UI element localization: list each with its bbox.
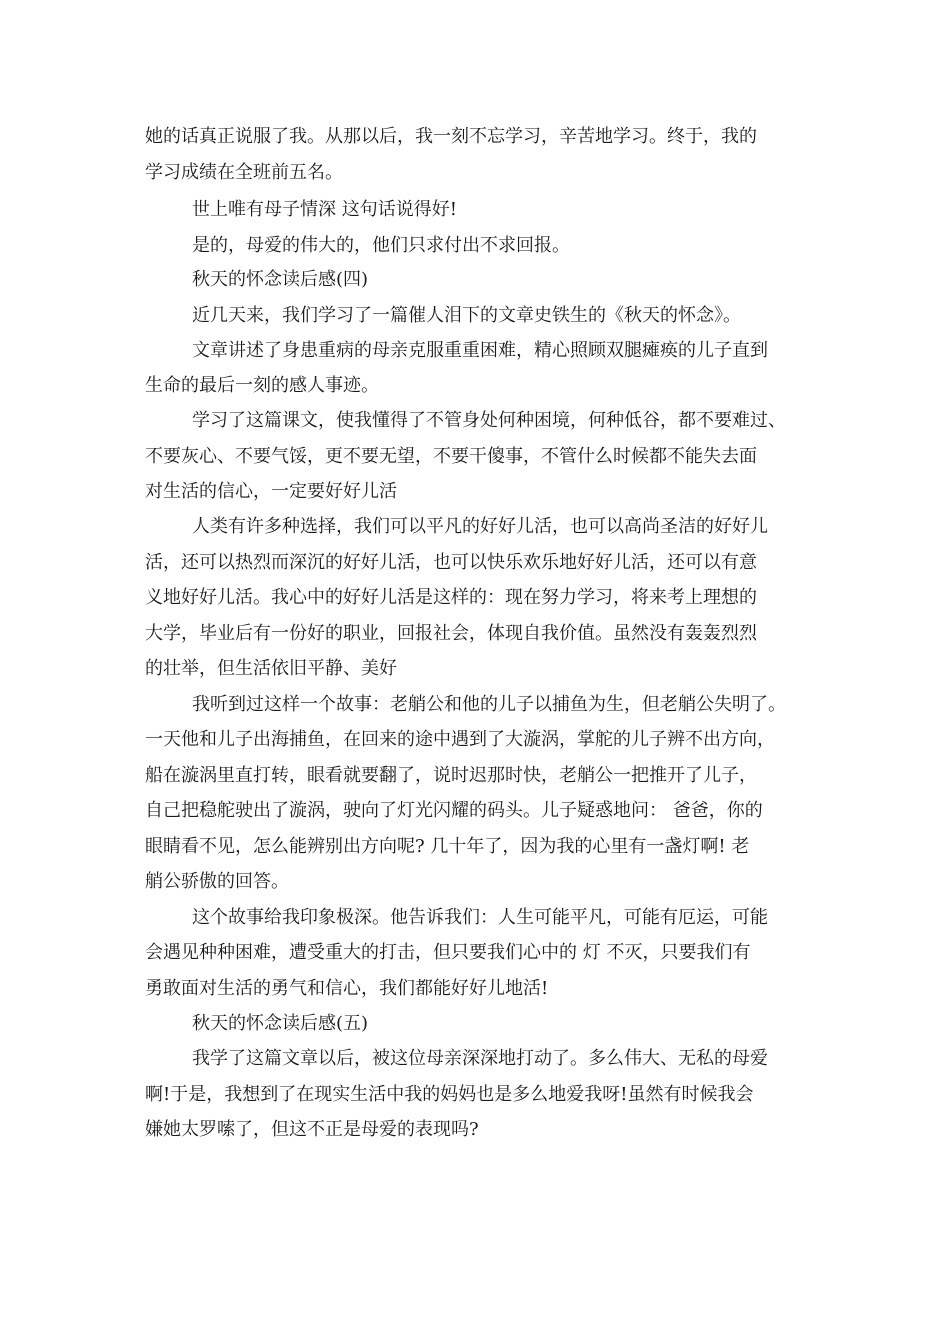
text-line: 啊!于是，我想到了在现实生活中我的妈妈也是多么地爱我呀!虽然有时候我会 bbox=[145, 1084, 754, 1105]
text-line: 勇敢面对生活的勇气和信心，我们都能好好儿地活! bbox=[145, 978, 549, 999]
section-heading: 秋天的怀念读后感(四) bbox=[192, 269, 369, 290]
text-line: 活，还可以热烈而深沉的好好儿活，也可以快乐欢乐地好好儿活，还可以有意 bbox=[145, 552, 757, 573]
text-line: 眼睛看不见，怎么能辨别出方向呢? 几十年了，因为我的心里有一盏灯啊! 老 bbox=[145, 836, 750, 857]
text-line: 船在漩涡里直打转，眼看就要翻了，说时迟那时快，老艄公一把推开了儿子， bbox=[145, 765, 757, 786]
text-line: 文章讲述了身患重病的母亲克服重重困难，精心照顾双腿瘫痪的儿子直到 bbox=[192, 340, 768, 361]
text-line: 学习了这篇课文，使我懂得了不管身处何种困境，何种低谷，都不要难过、 bbox=[192, 410, 786, 431]
text-line: 会遇见种种困难，遭受重大的打击，但只要我们心中的 灯 不灭，只要我们有 bbox=[145, 942, 751, 963]
text-line: 世上唯有母子情深 这句话说得好! bbox=[192, 199, 457, 220]
text-line: 人类有许多种选择，我们可以平凡的好好儿活，也可以高尚圣洁的好好儿 bbox=[192, 516, 768, 537]
text-line: 的壮举，但生活依旧平静、美好 bbox=[145, 658, 397, 679]
text-line: 对生活的信心，一定要好好儿活 bbox=[145, 481, 397, 502]
text-line: 义地好好儿活。我心中的好好儿活是这样的：现在努力学习，将来考上理想的 bbox=[145, 587, 757, 608]
text-line: 近几天来，我们学习了一篇催人泪下的文章史铁生的《秋天的怀念》。 bbox=[192, 305, 741, 326]
text-line: 这个故事给我印象极深。他告诉我们：人生可能平凡，可能有厄运，可能 bbox=[192, 907, 768, 928]
text-line: 我学了这篇文章以后，被这位母亲深深地打动了。多么伟大、无私的母爱 bbox=[192, 1048, 768, 1069]
text-line: 自己把稳舵驶出了漩涡，驶向了灯光闪耀的码头。儿子疑惑地问： 爸爸，你的 bbox=[145, 800, 763, 821]
text-line: 生命的最后一刻的感人事迹。 bbox=[145, 375, 379, 396]
text-line: 一天他和儿子出海捕鱼，在回来的途中遇到了大漩涡，掌舵的儿子辨不出方向， bbox=[145, 729, 775, 750]
text-line: 艄公骄傲的回答。 bbox=[145, 871, 289, 892]
text-line: 是的，母爱的伟大的，他们只求付出不求回报。 bbox=[192, 235, 570, 256]
text-line: 嫌她太罗嗦了，但这不正是母爱的表现吗? bbox=[145, 1119, 479, 1140]
text-line: 她的话真正说服了我。从那以后，我一刻不忘学习，辛苦地学习。终于，我的 bbox=[145, 126, 757, 147]
text-line: 不要灰心、不要气馁，更不要无望，不要干傻事，不管什么时候都不能失去面 bbox=[145, 446, 757, 467]
section-heading: 秋天的怀念读后感(五) bbox=[192, 1013, 369, 1034]
text-line: 我听到过这样一个故事：老艄公和他的儿子以捕鱼为生，但老艄公失明了。 bbox=[192, 694, 786, 715]
text-line: 学习成绩在全班前五名。 bbox=[145, 162, 343, 183]
text-line: 大学，毕业后有一份好的职业，回报社会，体现自我价值。虽然没有轰轰烈烈 bbox=[145, 623, 757, 644]
